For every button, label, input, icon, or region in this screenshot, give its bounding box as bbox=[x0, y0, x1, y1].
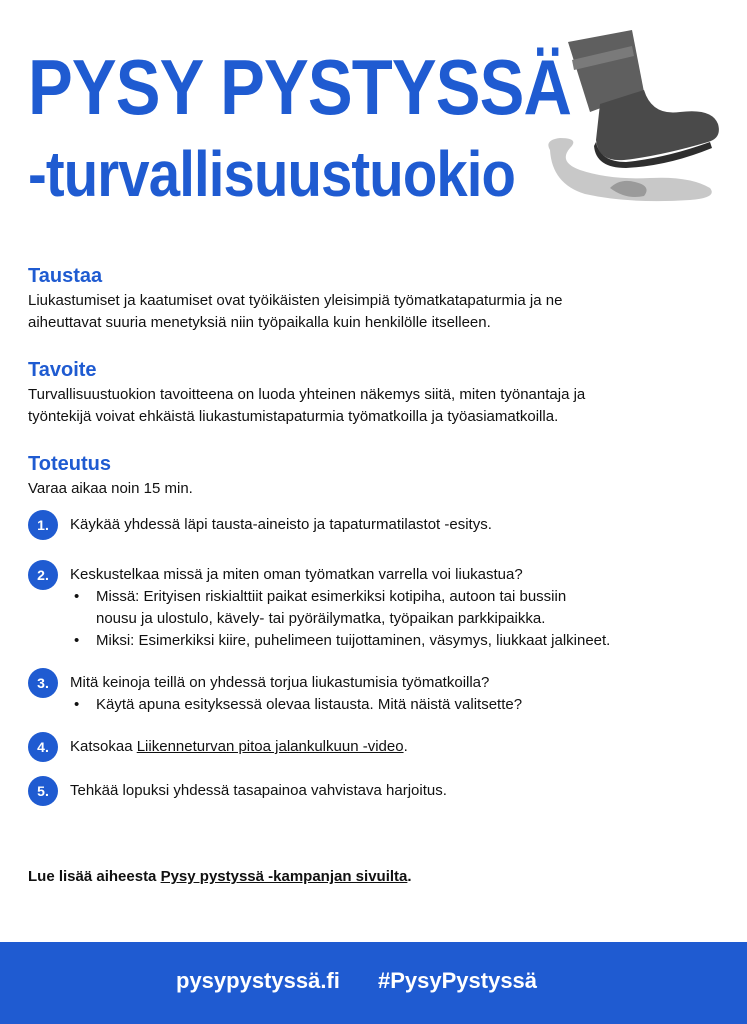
section-taustaa bbox=[28, 264, 718, 334]
bullet-line: nousu ja ulostulo, kävely- tai pyöräilymatka, työpaikan parkkipaikka. bbox=[96, 610, 546, 627]
step-text: Käykää yhdessä läpi tausta-aineisto ja tapaturmatilastot -esitys. bbox=[70, 516, 492, 533]
section-heading-taustaa: Taustaa bbox=[28, 265, 103, 287]
video-link[interactable]: Liikenneturvan pitoa jalankulkuun -video bbox=[136, 738, 404, 755]
taustaa-line1: Liukastumiset ja kaatumiset ovat työikäisten yleisimpiä työmatkatapaturmia ja ne bbox=[28, 292, 563, 309]
bullet-item: • Käytä apuna esityksessä olevaa listausta. Mitä näistä valitsette? bbox=[70, 694, 710, 716]
bullet-item bbox=[70, 586, 710, 630]
bullet-line: Missä: Erityisen riskialttiit paikat esimerkiksi kotipiha, autoon tai bussiin bbox=[96, 588, 567, 605]
footer-website[interactable]: pysypystyssä.fi bbox=[176, 968, 340, 993]
bullet-list bbox=[70, 586, 710, 652]
taustaa-line2: aiheuttavat suuria menetyksiä niin työpaikalla kuin henkilölle itselleen. bbox=[28, 314, 491, 331]
footer-bar bbox=[0, 942, 747, 1024]
section-toteutus bbox=[28, 452, 718, 500]
step-number: 2. bbox=[28, 560, 58, 590]
section-body-taustaa bbox=[28, 290, 718, 334]
page-title: PYSY PYSTYSSÄ bbox=[28, 43, 572, 131]
footer-hashtag: #PysyPystyssä bbox=[378, 968, 538, 993]
section-tavoite bbox=[28, 358, 718, 428]
step-number: 3. bbox=[28, 668, 58, 698]
section-heading-tavoite: Tavoite bbox=[28, 359, 97, 381]
bullet-list bbox=[70, 694, 710, 716]
tavoite-line2: työntekijä voivat ehkäistä liukastumistapaturmia työmatkoilla ja työasiamatkoilla. bbox=[28, 408, 559, 425]
section-heading-toteutus: Toteutus bbox=[28, 453, 111, 475]
slipping-boot-icon bbox=[540, 20, 730, 210]
step-number: 4. bbox=[28, 732, 58, 762]
step-text-suffix: . bbox=[403, 738, 408, 755]
step-text: Mitä keinoja teillä on yhdessä torjua liukastumisia työmatkoilla? bbox=[70, 674, 490, 691]
step-body bbox=[70, 564, 710, 652]
step-number: 5. bbox=[28, 776, 58, 806]
step-text bbox=[70, 736, 710, 758]
read-more bbox=[28, 866, 412, 888]
tavoite-line1: Turvallisuustuokion tavoitteena on luoda yhteinen näkemys siitä, miten työnantaja ja bbox=[28, 386, 586, 403]
step-body bbox=[70, 672, 710, 716]
page-subtitle: -turvallisuustuokio bbox=[28, 138, 516, 210]
read-more-suffix: . bbox=[407, 868, 412, 885]
step-text: Tehkää lopuksi yhdessä tasapainoa vahvistava harjoitus. bbox=[70, 782, 447, 799]
step-text: Keskustelkaa missä ja miten oman työmatkan varrella voi liukastua? bbox=[70, 566, 523, 583]
step-text-prefix: Katsokaa bbox=[70, 738, 137, 755]
section-body-tavoite bbox=[28, 384, 718, 428]
bullet-item: • Miksi: Esimerkiksi kiire, puhelimeen tuijottaminen, väsymys, liukkaat jalkineet. bbox=[70, 630, 710, 652]
campaign-link[interactable]: Pysy pystyssä -kampanjan sivuilta bbox=[160, 868, 408, 885]
step-number: 1. bbox=[28, 510, 58, 540]
toteutus-intro: Varaa aikaa noin 15 min. bbox=[28, 480, 193, 497]
read-more-prefix: Lue lisää aiheesta bbox=[28, 868, 161, 885]
